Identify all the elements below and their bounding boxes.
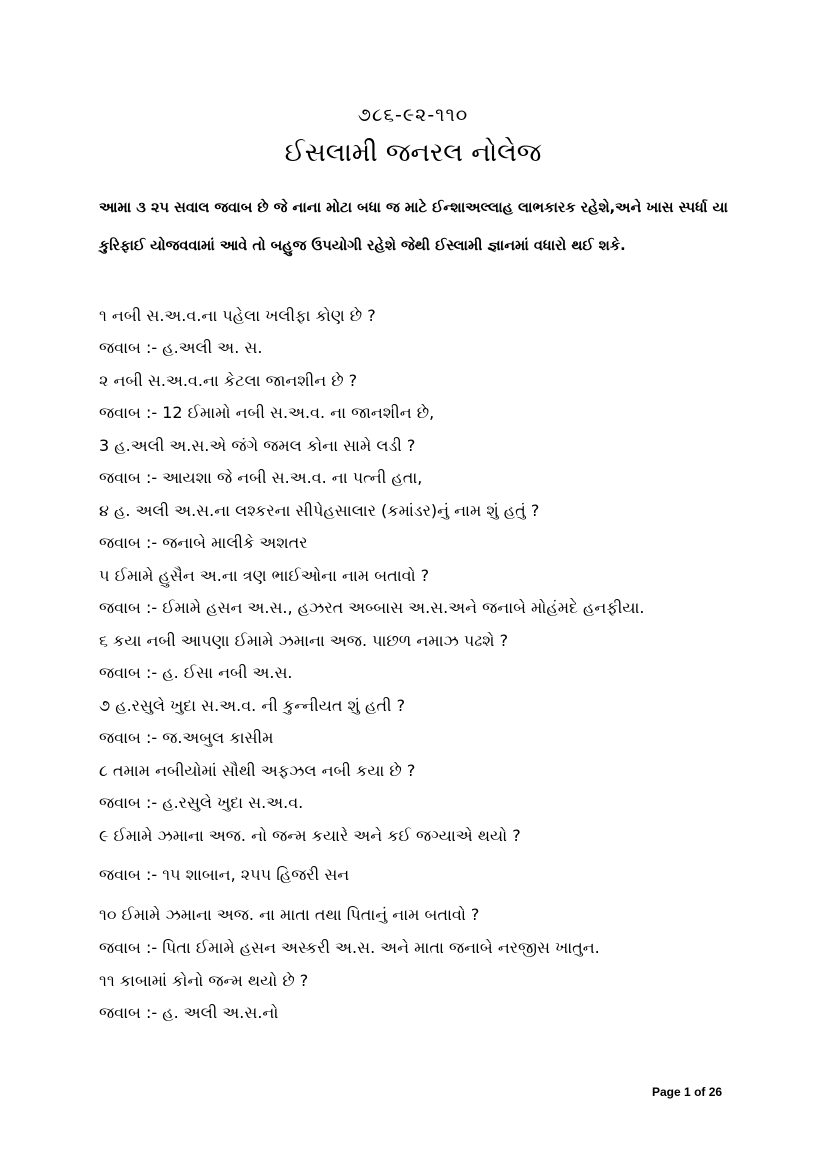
- of-label: of: [694, 1085, 706, 1099]
- answer-7: જવાબ :- જ.અબુલ કાસીમ: [99, 728, 274, 747]
- answer-11: જવાબ :- હ. અલી અ.સ.નો: [99, 1003, 279, 1022]
- answer-6: જવાબ :- હ. ઈસા નબી અ.સ.: [99, 663, 293, 682]
- answer-3: જવાબ :- આયશા જે નબી સ.અ.વ. ના પત્ની હતા,: [99, 468, 423, 487]
- question-9: ૯ ઈમામે ઝમાના અજ. નો જન્મ કયારે અને કઈ જગ્યાએ થયો ?: [99, 826, 521, 845]
- total-pages: 26: [708, 1085, 723, 1099]
- intro-line-2: કુરિફાઈ યોજવવામાં આવે તો બહુજ ઉપયોગી રહેશે જેથી ઈસ્લામી જ્ઞાનમાં વધારો થઈ શકે.: [99, 238, 626, 254]
- question-7: ૭ હ.રસુલે ખુદા સ.અ.વ. ની કુન્નીયત શું હતી ?: [99, 696, 406, 715]
- question-6: ૬ કયા નબી આપણા ઈમામે ઝમાના અજ. પાછળ નમાઝ પઢશે ?: [99, 631, 509, 650]
- question-2: ૨ નબી સ.અ.વ.ના કેટલા જાનશીન છે ?: [99, 371, 358, 390]
- page-label: Page: [652, 1085, 681, 1099]
- document-code: ૭૮૬-૯૨-૧૧૦: [357, 104, 469, 126]
- answer-5: જવાબ :- ઈમામે હસન અ.સ., હઝરત અબ્બાસ અ.સ.અને જનાબે મોહંમદે હનફીયા.: [99, 598, 645, 617]
- document-title: ઈસલામી જનરલ નોલેજ: [284, 138, 542, 168]
- question-5: ૫ ઈમામે હુસૈન અ.ના ત્રણ ભાઈઓના નામ બતાવો ?: [99, 566, 430, 585]
- page-number: [652, 1085, 722, 1099]
- answer-9: જવાબ :- ૧૫ શાબાન, ૨૫૫ હિજરી સન: [99, 865, 350, 884]
- question-3: 3 હ.અલી અ.સ.એ જંગે જમલ કોના સામે લડી ?: [99, 436, 416, 455]
- question-1: ૧ નબી સ.અ.વ.ના પહેલા ખલીફા કોણ છે ?: [99, 306, 376, 325]
- question-4: ૪ હ. અલી અ.સ.ના લશ્કરના સીપેહસાલાર (કમાંડર)નું નામ શું હતું ?: [99, 501, 540, 520]
- answer-4: જવાબ :- જનાબે માલીકે અશતર: [99, 533, 308, 552]
- current-page: 1: [684, 1085, 691, 1099]
- answer-2: જવાબ :- 12 ઈમામો નબી સ.અ.વ. ના જાનશીન છે,: [99, 403, 435, 422]
- question-11: ૧૧ કાબામાં કોનો જન્મ થયો છે ?: [99, 971, 309, 990]
- question-8: ૮ તમામ નબીયોમાં સૌથી અફઝલ નબી કયા છે ?: [99, 761, 416, 780]
- answer-8: જવાબ :- હ.રસુલે ખુદા સ.અ.વ.: [99, 793, 304, 812]
- answer-1: જવાબ :- હ.અલી અ. સ.: [99, 338, 263, 357]
- question-10: ૧૦ ઈમામે ઝમાના અજ. ના માતા તથા પિતાનું નામ બતાવો ?: [99, 905, 480, 924]
- answer-10: જવાબ :- પિતા ઈમામે હસન અસ્કરી અ.સ. અને માતા જનાબે નરજીસ ખાતુન.: [99, 938, 600, 957]
- intro-line-1: આમા ૩ ૨૫ સવાલ જવાબ છે જે નાના મોટા બધા જ માટે ઈન્શાઅલ્લાહ લાભકારક રહેશે,અને ખાસ સ્પર્ધા યા: [99, 200, 728, 216]
